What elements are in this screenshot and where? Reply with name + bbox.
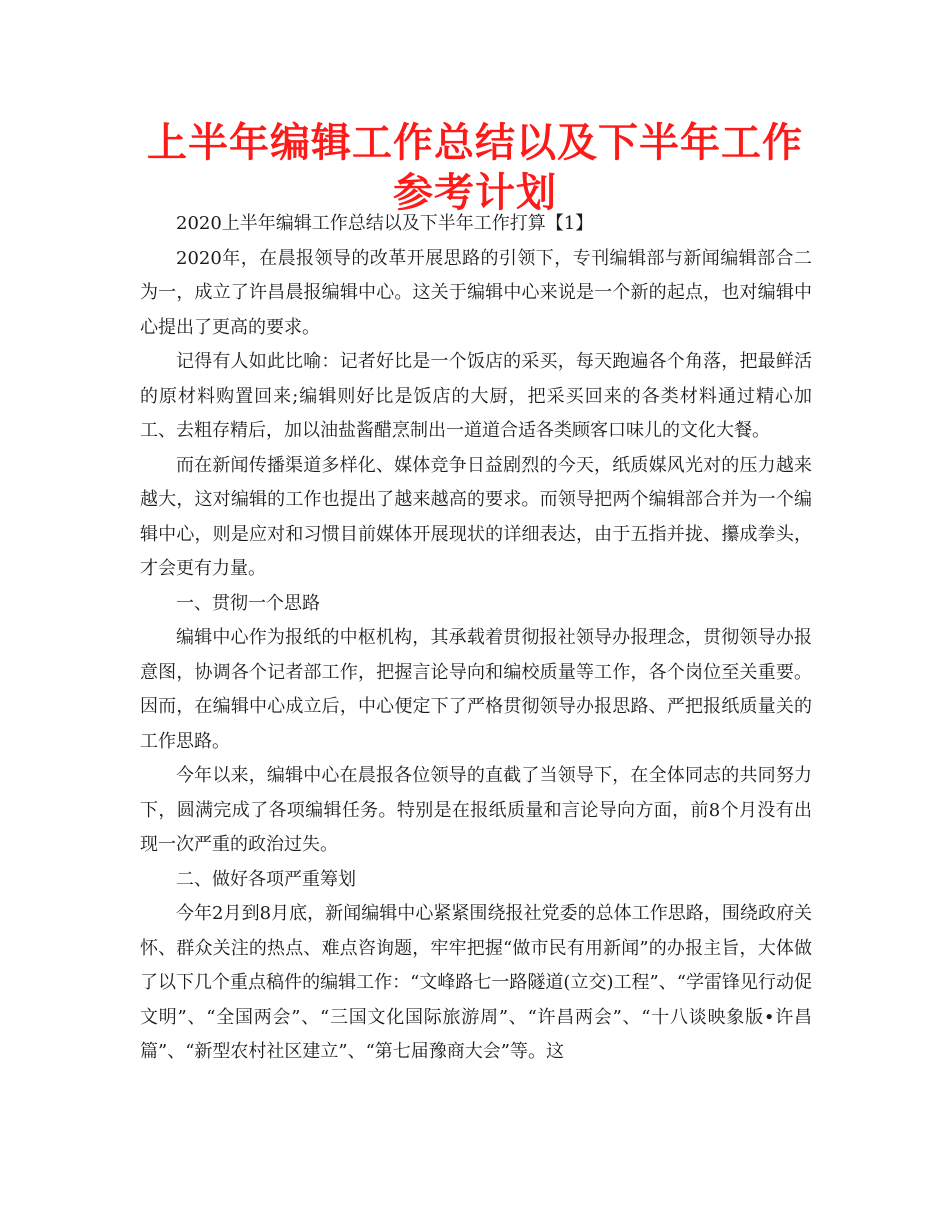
paragraph-editing-center-role: 编辑中心作为报纸的中枢机构，其承载着贯彻报社领导办报理念，贯彻领导办报意图，协调各个记者部工作，把握言论导向和编校质量等工作，各个岗位至关重要。因而，在编辑中心成立后，中心便定下了严格贯彻领导办报思路、严把报纸质量关的工作思路。 <box>140 627 812 752</box>
section-heading-1: 一、贯彻一个思路 <box>176 592 320 614</box>
paragraph-intro: 2020年，在晨报领导的改革开展思路的引领下，专刊编辑部与新闻编辑部合二为一，成立了许昌晨报编辑中心。这关于编辑中心来说是一个新的起点，也对编辑中心提出了更高的要求。 <box>140 247 812 338</box>
paragraph-achievements: 今年以来，编辑中心在晨报各位领导的直截了当领导下，在全体同志的共同努力下，圆满完成了各项编辑任务。特别是在报纸质量和言论导向方面，前8个月没有出现一次严重的政治过失。 <box>140 765 812 855</box>
paragraph-metaphor: 记得有人如此比喻：记者好比是一个饭店的采买，每天跑遍各个角落，把最鲜活的原材料购置回来;编辑则好比是饭店的大厨，把采买回来的各类材料通过精心加工、去粗存精后，加以油盐酱醋烹制出一道道合适各类顾客口味儿的文化大餐。 <box>140 351 812 441</box>
paragraph-key-reports: 今年2月到8月底，新闻编辑中心紧紧围绕报社党委的总体工作思路，围绕政府关怀、群众关注的热点、难点咨询题，牢牢把握“做市民有用新闻”的办报主旨，大体做了以下几个重点稿件的编辑工作：“文峰路七一路隧道(立交)工程”、“学雷锋见行动促文明”、“全国两会”、“三国文化国际旅游周”、“许昌两会”、“十八谈映象版•许昌篇”、“新型农村社区建立”、“第七届豫商大会”等。这 <box>140 903 812 1062</box>
paragraph-media-competition: 而在新闻传播渠道多样化、媒体竞争日益剧烈的今天，纸质媒风光对的压力越来越大，这对编辑的工作也提出了越来越高的要求。而领导把两个编辑部合并为一个编辑中心，则是应对和习惯目前媒体开展现状的详细表达，由于五指并拢、攥成拳头，才会更有力量。 <box>140 454 812 579</box>
document-body <box>140 207 812 1070</box>
paragraph-subtitle: 2020上半年编辑工作总结以及下半年工作打算【1】 <box>176 213 594 234</box>
document-title: 上半年编辑工作总结以及下半年工作参考计划 <box>147 120 803 216</box>
section-heading-2: 二、做好各项严重筹划 <box>176 868 356 890</box>
